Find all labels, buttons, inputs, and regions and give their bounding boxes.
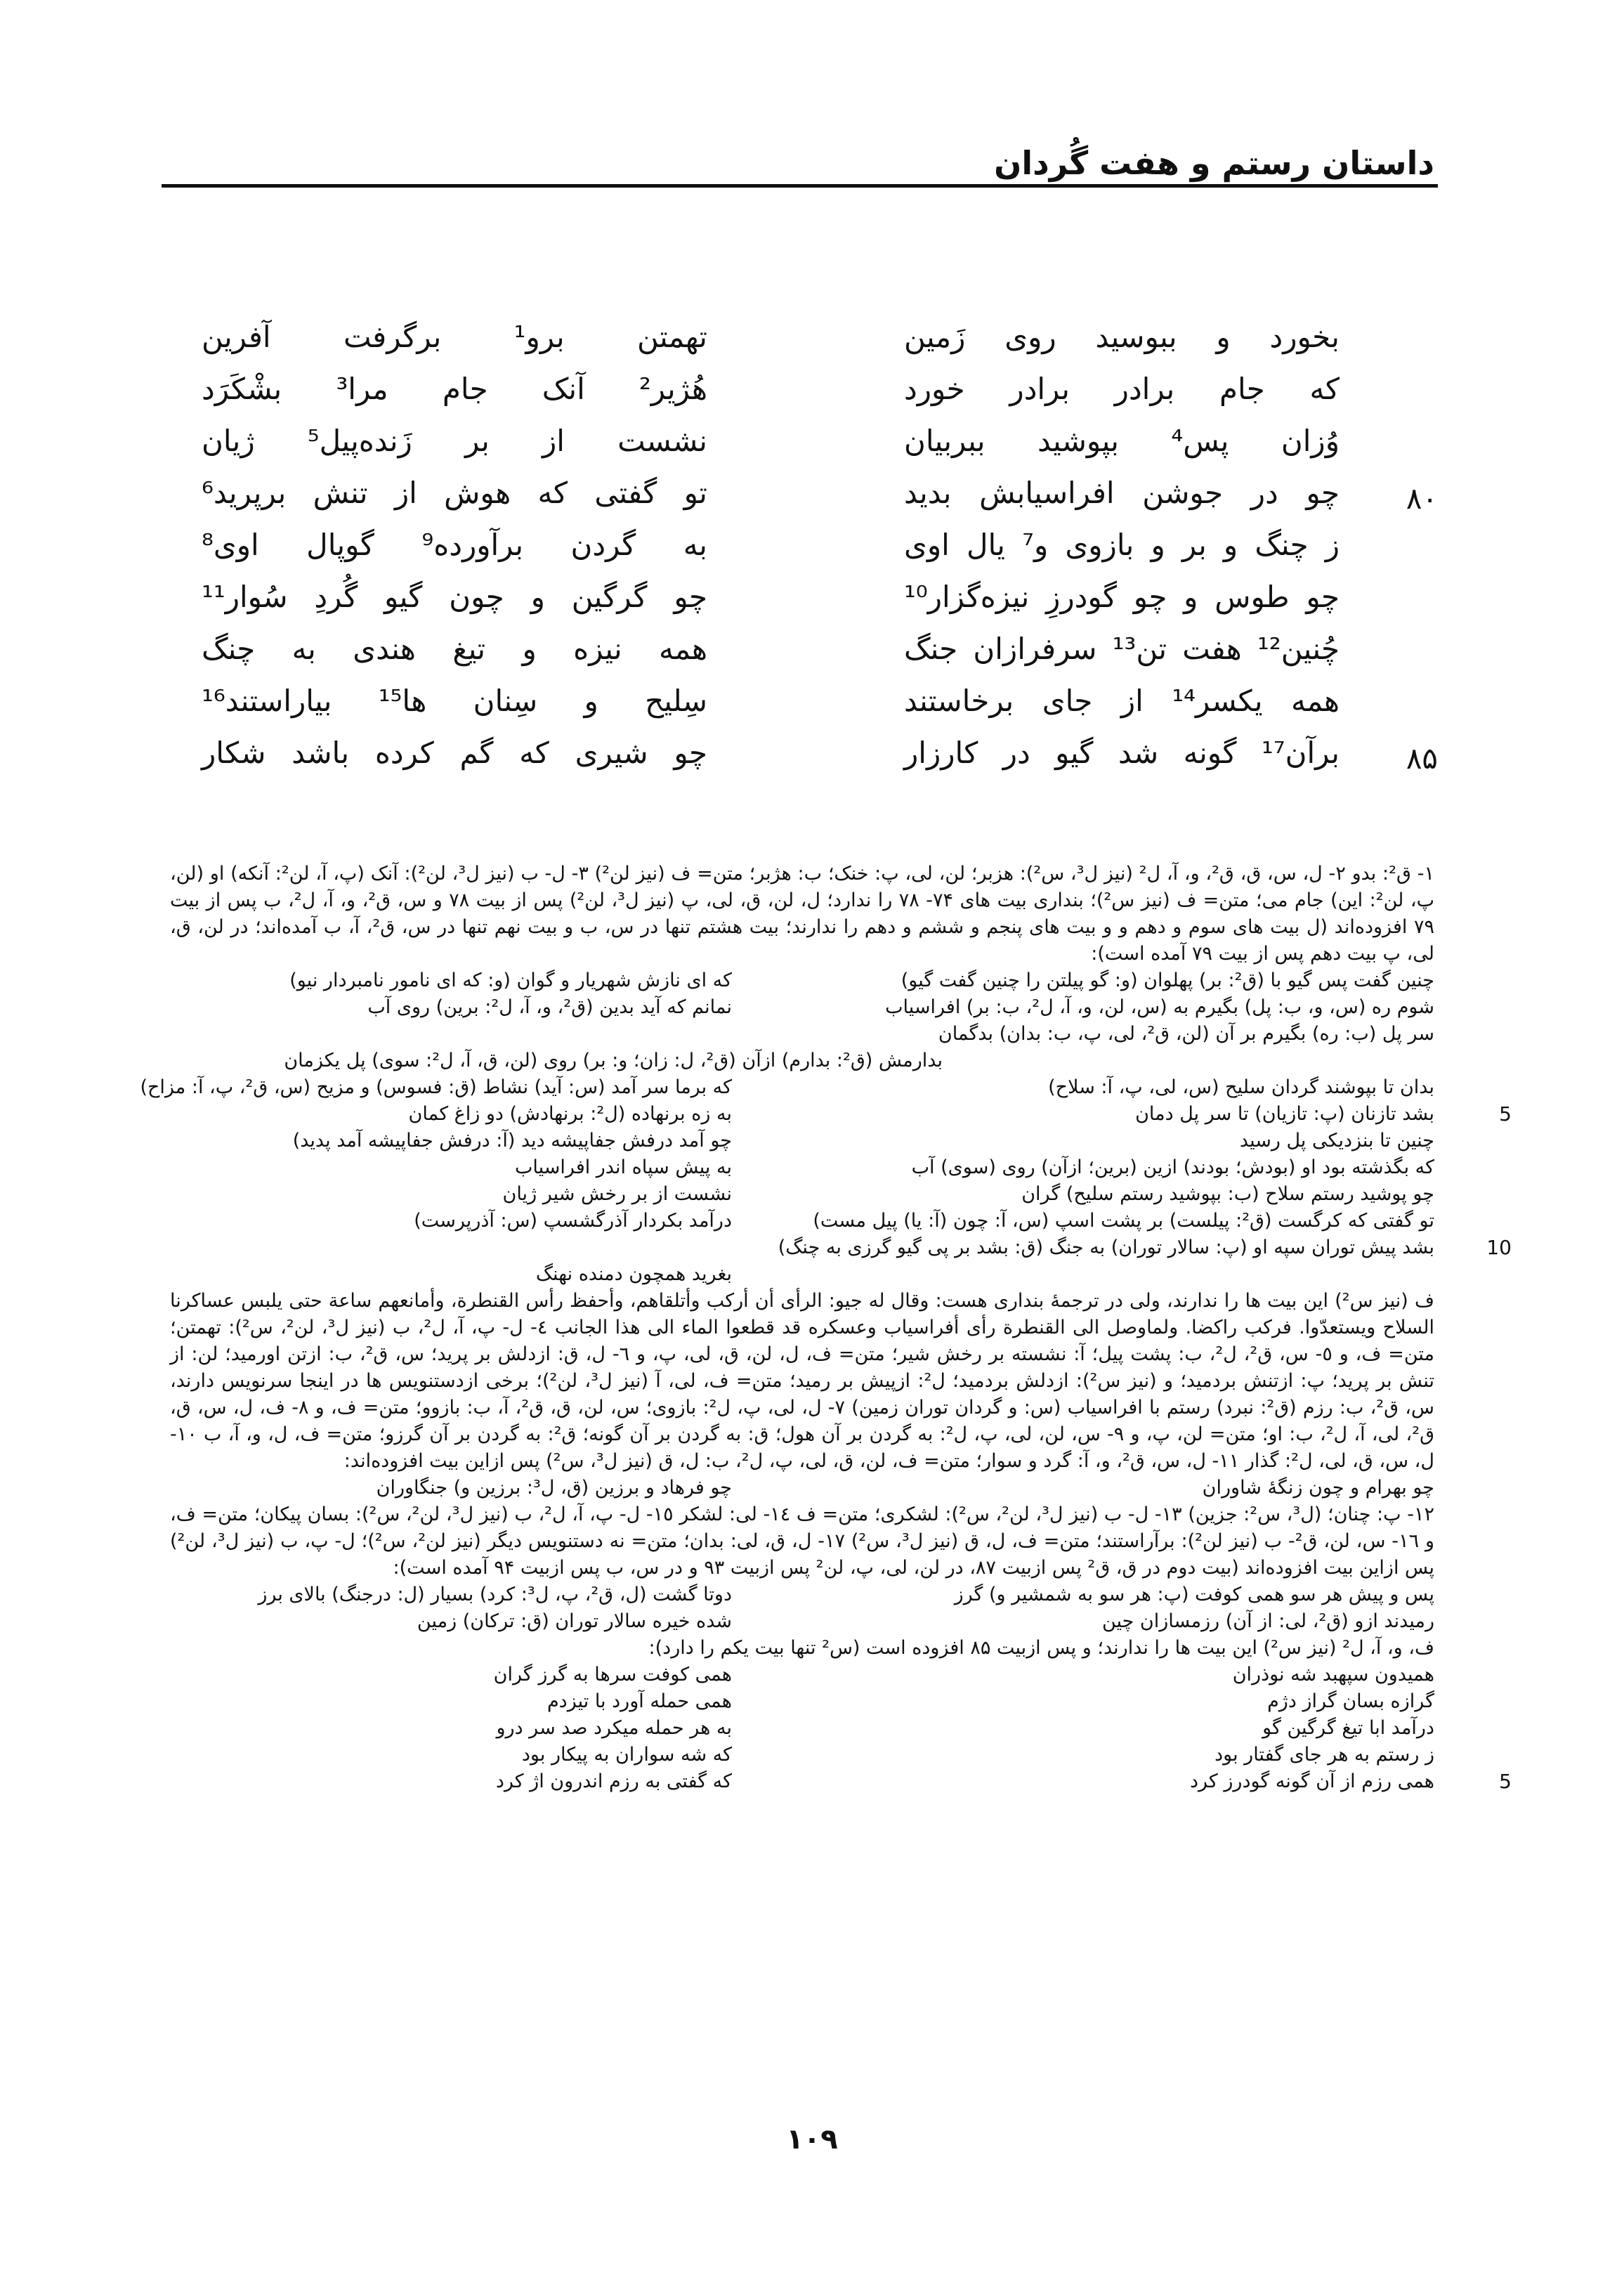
variant-verses-3 [170,1582,1434,1635]
variant-verse-number: 5 [1499,1770,1512,1793]
hemistich-second: به گردن برآورده⁹ گوپال اوی⁸ [202,528,707,562]
variant-hemistich-first: پس و پیش هر سو همی کوفت (پ: هر سو به شمشیر و) گرز [954,1584,1434,1605]
variant-hemistich-first: چنین گفت پس گیو با (ق²: بر) پهلوان (و: گو پیلتن را چنین گفت گیو) [901,970,1434,991]
variant-verse-row [170,1768,1512,1795]
variant-hemistich-second: همی حمله آورد با تیزدم [546,1690,732,1712]
verse-row [145,476,1438,528]
hemistich-first: چو در جوشن افراسیابش بدید [904,476,1340,510]
variant-verse-number: 5 [1499,1102,1512,1126]
variant-hemistich-first: بشد پیش توران سپه او (پ: سالار توران) به جنگ (ق: بشد بر پی گیو گرزی به چنگ) [778,1237,1434,1258]
variant-hemistich-second: دوتا گشت (ل، ق²، پ، ل³: کرد) بسیار (ل: درجنگ) بالای برز [258,1584,732,1605]
variant-verse-row [170,1101,1512,1128]
variant-verse-row [170,1021,1434,1048]
variant-hemistich-second: همی کوفت سرها به گرز گران [493,1664,732,1686]
variant-hemistich-first: همیدون سپهبد شه نوذران [1232,1664,1434,1686]
hemistich-first: ز چنگ و بر و بازوی و⁷ یال اوی [904,528,1340,562]
variant-verse-row [170,1608,1434,1635]
hemistich-first: چُنین¹² هفت تن¹³ سرفرازان جنگ [904,632,1340,666]
hemistich-second: همه نیزه و تیغ هندی به چنگ [202,632,707,666]
variant-hemistich-second: نشست از بر رخش شیر ژیان [502,1183,732,1205]
verse-row [145,372,1438,424]
page-number: ۱۰۹ [786,2123,838,2156]
variant-verse-row [170,1688,1434,1715]
variant-verse-row [170,1208,1434,1234]
variant-verses-2 [170,1475,1434,1501]
variant-hemistich-second: نمانم که آید بدین (ق²، و، آ، ل²: برین) روی آب [367,996,732,1018]
running-title: داستان رستم و هفت گُردان [994,144,1434,182]
variant-hemistich-second: که شه سواران به پیکار بود [521,1744,732,1766]
variant-hemistich-first: چو بهرام و چون زنگهٔ شاوران [1202,1477,1434,1499]
hemistich-first: برآن¹⁷ گونه شد گیو در کارزار [904,736,1340,770]
variant-hemistich-second: شده خیره سالار توران (ق: ترکان) زمین [417,1610,732,1632]
variant-hemistich-first: بدان تا بپوشند گردان سلیح (س، لی، پ، آ: سلاح) [1048,1076,1434,1098]
hemistich-second: هُژیر² آنک جام مرا³ بشْکَرَد [202,372,707,406]
footnotes [140,861,1512,1795]
hemistich-second: چو گرگین و چون گیو گُردِ سُوار¹¹ [202,580,707,614]
variant-verse-row [170,1048,1434,1074]
variant-hemistich-second: که گفتی به رزم اندرون اژ کرد [495,1771,732,1792]
variant-hemistich-second: بغرید همچون دمنده نهنگ [535,1263,732,1285]
variant-hemistich-first: تو گفتی که کرگست (ق²: پیلست) بر پشت اسپ (س، آ: چون (آ: یا) پیل مست) [813,1210,1434,1232]
variant-verse-row [170,1582,1434,1608]
variant-hemistich-first: چو پوشید رستم سلاح (ب: بپوشید رستم سلیح) گران [1021,1183,1434,1205]
variant-hemistich-first: ز رستم به هر جای گفتار بود [1214,1744,1434,1766]
variant-verses-1 [140,967,1512,1288]
verse-row [145,320,1438,372]
variant-hemistich-second: به هر حمله میکرد صد سر درو [496,1717,732,1739]
variant-verse-row [170,967,1434,994]
verse-number: ۸۰ [1406,481,1438,516]
variant-verse-row [170,1261,1434,1288]
variant-hemistich-second: که ای نازش شهریار و گوان (و: که ای نامور نامبردار نیو) [289,970,732,991]
main-verses [145,320,1438,788]
hemistich-second: سِلیح و سِنان ها¹⁵ بیاراستند¹⁶ [202,684,708,718]
verse-number: ۸۵ [1406,741,1438,776]
variant-hemistich-first: درآمد ابا تیغ گرگین گو [1262,1717,1434,1739]
verse-row [145,528,1438,580]
hemistich-first: چو طوس و چو گودرزِ نیزه‌گزار¹⁰ [904,580,1340,614]
variant-hemistich-first: سر پل (ب: ره) بگیرم بر آن (لن، ق²، لی، پ، ب: بدان) بدگمان [938,1023,1434,1045]
variant-hemistich-second: بدارمش (ق²: بدارم) ازآن (ق²، ل: زان؛ و: بر) روی (لن، ق، آ، ل²: سوی) پل یکزمان [284,1050,943,1071]
variant-verse-row [170,1715,1434,1742]
verse-row [145,684,1438,736]
variant-verse-row [170,1154,1434,1181]
variant-hemistich-first: چنین تا بنزدیکی پل رسید [1239,1130,1434,1152]
variant-hemistich-first: بشد تازنان (پ: تازیان) تا سر پل دمان [1135,1103,1434,1125]
variant-verse-row [170,1475,1434,1501]
verse-row [145,632,1438,684]
variant-verse-row [170,1234,1512,1261]
variant-hemistich-first: رمیدند ازو (ق²، لی: از آن) رزمسازان چین [1101,1610,1434,1632]
variant-hemistich-second: چو فرهاد و برزین (ق، ل³: برزین و) جنگاوران [376,1477,732,1499]
variant-verse-row [170,994,1434,1021]
hemistich-first: که جام برادر برادر خورد [904,372,1340,406]
hemistich-second: نشست از بر زَنده‌پیل⁵ ژیان [202,424,707,458]
hemistich-second: تهمتن برو¹ برگرفت آفرین [202,320,707,354]
variant-hemistich-first: گرازه بسان گراز دژم [1267,1690,1434,1712]
hemistich-second: تو گفتی که هوش از تنش برپرید⁶ [202,476,707,510]
variant-hemistich-second: به زه برنهاده (ل²: برنهادش) دو زاغ کمان [408,1103,732,1125]
header-rule [162,184,1438,188]
verse-row [145,736,1438,788]
footnote-block-3: ١٢- پ: چنان؛ (ل³، س²: جزین) ١٣- ل- ب (نیز ل³، لن²، س²): لشکری؛ متن= ف ١٤- لی: لشکر ١٥- ل- پ، آ، ل²، ب (نیز ل³، لن²، س²): بسان پیکان؛ متن= ف، و ١٦- س، لن، ق²- ب (نیز لن²): برآراستند؛ متن= ف، ل، ق (نیز ل³، س²) ١٧- ل، ق، لی: بدان؛ متن= نه دستنویس دیگر (نیز لن²، س²)؛ ل- پ، ب (نیز ل³، لن²) پس ازاین بیت افزوده‌اند (بیت دوم در ق، ق² پس ازبیت ۸۷، در لن، لی، پ، لن² پس ازبیت ۹۳ و در س، ب پس ازبیت ۹۴ آمده است): [170,1504,1435,1579]
hemistich-first: وُزان پس⁴ بپوشید ببربیان [904,424,1340,458]
hemistich-second: چو شیری که گم کرده باشد شکار [202,736,707,770]
variant-verse-row [170,1181,1434,1208]
variant-hemistich-second: که برما سر آمد (س: آید) نشاط (ق: فسوس) و مزیح (س، ق²، پ، آ: مزاح) [140,1076,732,1098]
variant-hemistich-second: به پیش سپاه اندر افراسیاب [515,1156,732,1178]
variant-hemistich-first: شوم ره (س، و، ب: پل) بگیرم به (س، لن، و، آ، ل²، ب: بر) افراسیاب [885,996,1434,1018]
variant-verse-number: 10 [1486,1236,1512,1259]
footnote-block-4: ف، و، آ، ل² (نیز س²) این بیت ها را ندارند؛ و پس ازبیت ۸۵ افزوده است (س² تنها بیت یکم را دارد): [648,1637,1434,1659]
variant-hemistich-first: که بگذشته بود او (بودش؛ بودند) ازین (برین؛ ازآن) روی (سوی) آب [911,1156,1434,1178]
variant-hemistich-first: همی رزم از آن گونه گودرز کرد [1190,1771,1434,1792]
variant-verses-4 [170,1662,1512,1795]
footnote-block-2: ف (نیز س²) این بیت ها را ندارند، ولی در ترجمهٔ بنداری هست: وقال له جیو: الرأی أن أرکب وأتلقاهم، وأحفظ رأس القنطرة، وأمانعهم ساعة حتی یلبس عساکرنا السلاح ویستعدّوا. فرکب راکضا. ولماوصل الی القنطرة رأی أفراسیاب وعسکره قد قطعوا الماء الی هذا الجانب ٤- ل- پ، آ، ل²، ب (نیز ل³، لن²، س²): تهمتن؛ متن= ف، و ٥- س، ق²، ل²، ب: پشت پیل؛ آ: نشسته بر رخش شیر؛ متن= ف، ل، لن، ق، لی، پ، و ٦- ل، ق: ازدلش بر پرید؛ س، ق²، ب: ازتن اورمید؛ لن: از تنش بر پرید؛ پ: ازتنش بردمید؛ و (نیز س²): ازدلش بردمید؛ ل²: ازپیش بر رمید؛ متن= ف، لی، آ (نیز ل³، لن²)؛ برخی ازدستنویس ها در اینجا سرنویس دارند، س، ق²، ب: رزم (ق²: نبرد) رستم با افراسیاب (س: و گردان توران زمین) ٧- ل، لی، پ، ل²: بازوی؛ س، لن، ق، ق²، آ، ب: بازوو؛ متن= ف، و ٨- ف، ل، س، ق، ق²، لی، آ، ل²، ب: او؛ متن= لن، پ، و ٩- س، لن، لی، پ، ل²: به گردن بر آن هول؛ ق: به گردن بر آن گونه؛ ق²: به گردن بر آن گرزو؛ متن= ف، ل، و، آ، ب ١٠- ل، س، ق، لی، ل²: گذار ١١- ل، س، ق²، و، آ: گرد و سوار؛ متن= ف، لن، ق، لی، پ، ل²، ب: ل، ق (نیز ل³، س²) پس ازاین بیت افزوده‌اند: [170,1290,1435,1472]
variant-verse-row [170,1662,1434,1688]
verse-row [145,580,1438,632]
variant-verse-row [170,1742,1434,1768]
variant-hemistich-second: چو آمد درفش جفاپیشه دید (آ: درفش جفاپیشه آمد پدید) [292,1130,732,1152]
variant-hemistich-second: درآمد بکردار آذرگشسپ (س: آذرپرست) [414,1210,732,1232]
variant-verse-row [170,1128,1434,1154]
footnote-block-1: ۱- ق²: بدو ۲- ل، س، ق، ق²، و، آ، ل² (نیز ل³، س²): هزبر؛ لن، لی، پ: خنک؛ ب: هژبر؛ متن= ف (نیز لن²) ۳- ل- ب (نیز ل³، لن²): آنک (پ، آ، لن²: آنکه) او (لن، پ، لن²: این) جام می؛ متن= ف (نیز س²)؛ بنداری بیت های ۷۴- ۷۸ را ندارد؛ ل، لن، ق، لی، پ (نیز ل³، لن²) پس از بیت ۷۸ و س، ق²، و، آ، ل²، ب پس از بیت ۷۹ افزوده‌اند (ل بیت های سوم و دهم و و بیت های پنجم و ششم و دهم را ندارند؛ بیت هشتم تنها در س، ب و بیت نهم تنها در س، ق²، آ، ب آمده‌اند؛ در لن، ق، لی، پ بیت دهم پس از بیت ۷۹ آمده است): [170,863,1434,965]
variant-verse-row [140,1074,1434,1101]
verse-row [145,424,1438,476]
hemistich-first: همه یکسر¹⁴ از جای برخاستند [904,684,1340,718]
hemistich-first: بخورد و ببوسید روی زَمین [904,320,1340,354]
